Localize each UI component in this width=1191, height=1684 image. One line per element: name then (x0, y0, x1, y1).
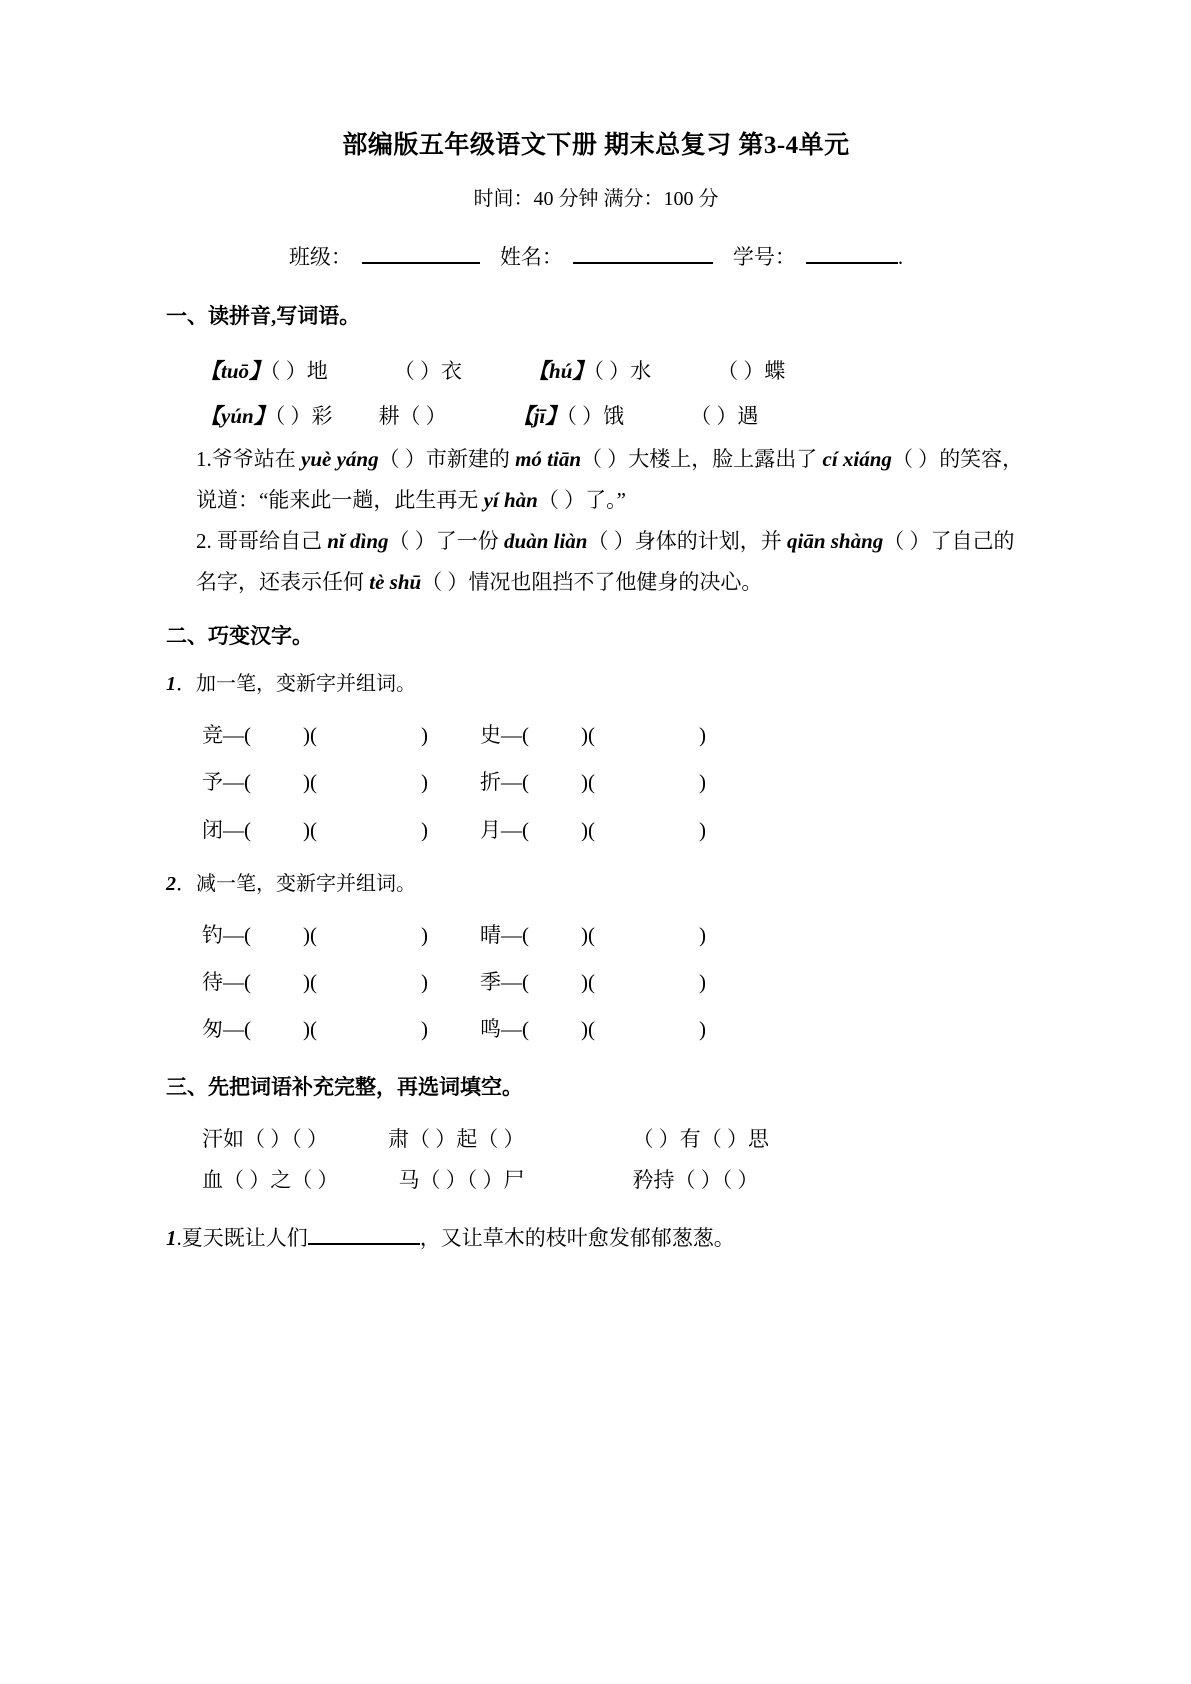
char-dai: 待 (202, 970, 223, 995)
paren-open-icon: ( (244, 770, 251, 795)
dash-icon: — (501, 723, 522, 748)
remove-stroke-row-1 (166, 912, 1026, 959)
char-zhe: 折 (480, 770, 501, 795)
paren-open-icon: ( (588, 1017, 595, 1042)
dash-icon: — (501, 817, 522, 842)
fill-1-blank[interactable] (308, 1243, 420, 1245)
paren-close-icon: ) (699, 817, 706, 842)
paren-close-icon: ) (699, 723, 706, 748)
dash-icon: — (223, 922, 244, 947)
answer-paren-4[interactable]: （ ） (717, 358, 765, 383)
paren-open-icon: ( (522, 970, 529, 995)
fill-sentence-2 (166, 521, 1026, 603)
document-content (166, 128, 1026, 1259)
sentence-2-blank-4[interactable]: （ ） (421, 569, 469, 594)
paren-close-icon: ) (581, 770, 588, 795)
paren-open-icon: ( (244, 1017, 251, 1042)
exam-info-subtitle: 时间：40 分钟 满分：100 分 (473, 188, 719, 210)
paren-open-icon: ( (522, 817, 529, 842)
paren-close-icon: ) (303, 770, 310, 795)
paren-open-icon: ( (310, 922, 317, 947)
sub-2-text: ．减一笔，变新字并组词。 (176, 872, 416, 895)
char-diao: 钓 (202, 922, 223, 947)
idiom-xuezhi[interactable]: 血（ ）之（ ） (202, 1167, 339, 1192)
paren-close-icon: ) (699, 770, 706, 795)
sentence-2-part-2: 了一份 (435, 528, 505, 553)
paren-close-icon: ) (303, 1017, 310, 1042)
pinyin-hu: 【hú】 (528, 358, 594, 383)
pinyin-motian: mó tiān (515, 446, 582, 471)
paren-close-icon: ) (699, 970, 706, 995)
fill-in-sentence-3-1 (166, 1219, 1026, 1259)
sentence-2-part-5: 情况也阻挡不了他健身的决心。 (468, 569, 763, 594)
paren-close-icon: ) (421, 817, 428, 842)
char-bi: 闭 (202, 817, 223, 842)
pinyin-qianshang: qiān shàng (787, 528, 884, 553)
sentence-1-part-5: 了。” (585, 487, 626, 512)
add-stroke-row-1 (166, 712, 1026, 759)
paren-open-icon: ( (244, 970, 251, 995)
sentence-1-blank-1[interactable]: （ ） (378, 446, 426, 471)
pinyin-word-row-1 (166, 349, 1026, 394)
sentence-2-part-4: 了自己的名字，还表示任何 (196, 528, 1015, 594)
answer-paren-8[interactable]: （ ） (690, 403, 738, 428)
pinyin-word-row-2 (166, 394, 1026, 439)
paren-close-icon: ) (581, 1017, 588, 1042)
dash-icon: — (223, 1017, 244, 1042)
answer-paren-3[interactable]: （ ） (593, 358, 631, 383)
word-di: 地 (306, 358, 328, 383)
sub-2-number: 2 (166, 872, 176, 895)
word-e: 饿 (603, 403, 625, 428)
dash-icon: — (501, 1017, 522, 1042)
sentence-1-part-2: 市新建的 (425, 446, 516, 471)
pinyin-yueyang: yuè yáng (301, 446, 379, 471)
paren-open-icon: ( (588, 770, 595, 795)
dash-icon: — (223, 723, 244, 748)
paren-open-icon: ( (310, 770, 317, 795)
sentence-1-blank-2[interactable]: （ ） (581, 446, 629, 471)
paren-open-icon: ( (310, 817, 317, 842)
char-cong: 匆 (202, 1017, 223, 1042)
trailing-punct: . (897, 245, 904, 269)
class-label: 班级： (288, 245, 352, 269)
char-qing: 晴 (480, 922, 501, 947)
paren-open-icon: ( (522, 922, 529, 947)
student-info-line (166, 241, 1026, 271)
idiom-macaiguoshi[interactable]: 马（ ）（ ）尸 (398, 1167, 525, 1192)
paren-open-icon: ( (588, 970, 595, 995)
word-cai: 彩 (311, 403, 333, 428)
idiom-row-2 (166, 1160, 1026, 1201)
answer-paren-1[interactable]: （ ） (270, 358, 307, 383)
paren-open-icon: ( (244, 922, 251, 947)
idiom-ruoyousuosi[interactable]: （ ）有（ ）思 (632, 1127, 769, 1152)
pinyin-cixiang: cí xiáng (822, 446, 892, 471)
pinyin-niding: nǐ dìng (327, 528, 389, 553)
dash-icon: — (223, 770, 244, 795)
paren-open-icon: ( (588, 723, 595, 748)
char-ming: 鸣 (480, 1017, 501, 1042)
dash-icon: — (501, 922, 522, 947)
char-jing: 竞 (202, 723, 223, 748)
fill-1-part-1: .夏天既让人们 (176, 1225, 308, 1250)
dash-icon: — (501, 970, 522, 995)
pinyin-tuo: 【tuō】 (200, 358, 271, 383)
fill-1-part-2: ，又让草木的枝叶愈发郁郁葱葱。 (419, 1225, 735, 1250)
paren-close-icon: ) (421, 723, 428, 748)
add-stroke-row-3 (166, 807, 1026, 854)
pinyin-teshu: tè shū (369, 569, 422, 594)
answer-paren-7[interactable]: （ ） (566, 403, 604, 428)
pinyin-duanlian: duàn liàn (504, 528, 588, 553)
sub-1-number: 1 (166, 673, 176, 696)
class-input-blank[interactable] (362, 262, 480, 264)
answer-paren-2[interactable]: （ ） (393, 358, 442, 383)
pinyin-ji: 【jī】 (512, 403, 567, 428)
sentence-2-blank-3[interactable]: （ ） (883, 528, 931, 553)
add-stroke-row-2 (166, 759, 1026, 806)
paren-close-icon: ) (303, 723, 310, 748)
section-3-heading: 三、先把词语补充完整，再选词填空。 (166, 1074, 523, 1099)
section-2-sub-2-heading (166, 868, 1026, 900)
dash-icon: — (223, 817, 244, 842)
idiom-row-1 (166, 1119, 1026, 1160)
pinyin-yun: 【yún】 (200, 403, 275, 428)
sentence-2-part-1: 2. 哥哥给自己 (196, 528, 328, 553)
idiom-hanru[interactable]: 汗如（ ）（ ） (202, 1127, 328, 1152)
fill-sentence-1 (166, 439, 1026, 521)
paren-close-icon: ) (303, 922, 310, 947)
char-shi: 史 (480, 723, 501, 748)
paren-close-icon: ) (699, 1017, 706, 1042)
word-yu: 遇 (737, 403, 759, 428)
dash-icon: — (223, 970, 244, 995)
paren-open-icon: ( (588, 922, 595, 947)
section-1-heading: 一、读拼音,写词语。 (166, 304, 361, 328)
student-number-input-blank[interactable] (806, 262, 898, 264)
answer-paren-6[interactable]: （ ） (399, 403, 447, 428)
sub-1-text: ．加一笔，变新字并组词。 (176, 673, 416, 696)
sentence-1-blank-3[interactable]: （ ） (891, 446, 940, 471)
sentence-1-part-4: 的笑容，说道：“能来此一趟，此生再无 (196, 446, 1024, 512)
paren-close-icon: ) (581, 922, 588, 947)
paren-open-icon: ( (522, 1017, 529, 1042)
name-input-blank[interactable] (573, 262, 713, 264)
paren-close-icon: ) (581, 817, 588, 842)
paren-open-icon: ( (244, 723, 251, 748)
paren-open-icon: ( (310, 1017, 317, 1042)
remove-stroke-row-2 (166, 959, 1026, 1006)
paren-open-icon: ( (310, 970, 317, 995)
sentence-1-part-3: 大楼上，脸上露出了 (628, 446, 823, 471)
sentence-2-blank-2[interactable]: （ ） (587, 528, 635, 553)
char-ji: 季 (480, 970, 501, 995)
word-shui: 水 (630, 358, 652, 383)
paren-open-icon: ( (310, 723, 317, 748)
answer-paren-5[interactable]: （ ） (274, 403, 312, 428)
paren-close-icon: ) (303, 817, 310, 842)
remove-stroke-row-3 (166, 1006, 1026, 1053)
sentence-2-part-3: 身体的计划，并 (634, 528, 787, 553)
paren-open-icon: ( (244, 817, 251, 842)
paren-close-icon: ) (581, 723, 588, 748)
paren-close-icon: ) (421, 1017, 428, 1042)
pinyin-yihan: yí hàn (483, 487, 538, 512)
paren-close-icon: ) (421, 970, 428, 995)
student-number-label: 学号： (732, 245, 796, 269)
section-2-sub-1-heading (166, 668, 1026, 700)
word-geng: 耕 (378, 403, 400, 428)
paren-close-icon: ) (699, 922, 706, 947)
char-yue: 月 (480, 817, 501, 842)
fill-1-number: 1 (166, 1225, 177, 1250)
paren-open-icon: ( (522, 770, 529, 795)
paren-close-icon: ) (303, 970, 310, 995)
name-label: 姓名： (499, 245, 563, 269)
section-2-heading: 二、巧变汉字。 (166, 623, 313, 648)
page-title: 部编版五年级语文下册 期末总复习 第3-4单元 (342, 132, 850, 159)
char-yu: 予 (202, 770, 223, 795)
paren-open-icon: ( (522, 723, 529, 748)
word-yi: 衣 (441, 358, 463, 383)
paren-open-icon: ( (588, 817, 595, 842)
sentence-1-blank-4[interactable]: （ ） (537, 487, 586, 512)
paren-close-icon: ) (581, 970, 588, 995)
idiom-suran[interactable]: 肃（ ）起（ ） (388, 1127, 525, 1152)
idiom-jinchi[interactable]: 矜持（ ）（ ） (632, 1167, 759, 1192)
paren-close-icon: ) (421, 922, 428, 947)
sentence-2-blank-1[interactable]: （ ） (388, 528, 436, 553)
paren-close-icon: ) (421, 770, 428, 795)
sentence-1-part-1: 1.爷爷站在 (196, 446, 301, 471)
dash-icon: — (501, 770, 522, 795)
word-die: 蝶 (764, 358, 786, 383)
